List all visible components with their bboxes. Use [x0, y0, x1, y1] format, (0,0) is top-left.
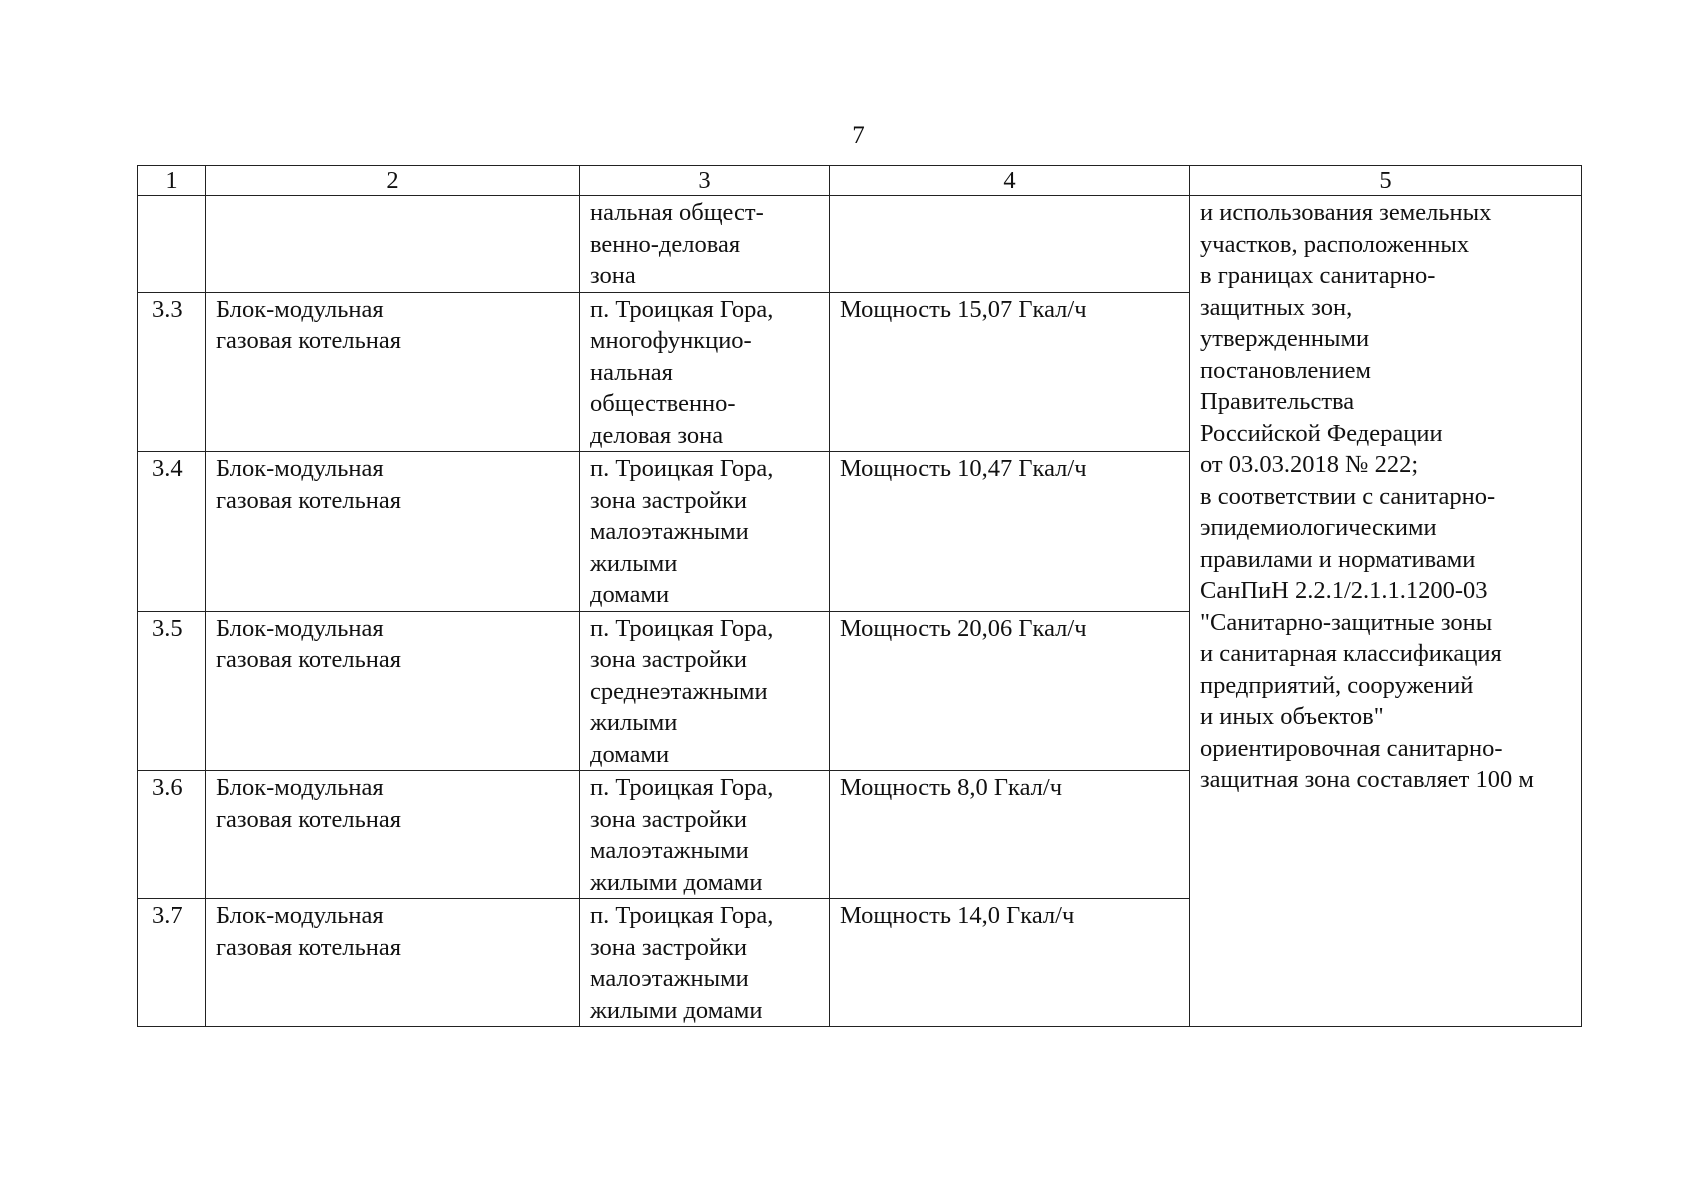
row-number-cell: 3.5	[138, 611, 206, 771]
capacity-cell	[830, 196, 1190, 293]
object-name-cell	[206, 292, 580, 452]
location-cell	[580, 611, 830, 771]
requirements-line: ориентировочная санитарно-	[1200, 734, 1503, 762]
location-line: зона	[590, 262, 636, 289]
requirements-line: "Санитарно-защитные зоны	[1200, 608, 1493, 636]
object-name-line: газовая котельная	[216, 646, 402, 673]
location-line: зона застройки	[590, 933, 747, 961]
object-name-line: газовая котельная	[216, 486, 402, 514]
requirements-line: Российской Федерации	[1200, 419, 1443, 447]
object-name-cell	[206, 771, 580, 899]
location-line: зона застройки	[590, 805, 747, 833]
object-name-line: Блок-модульная	[216, 902, 384, 929]
capacity-cell: Мощность 14,0 Гкал/ч	[830, 899, 1190, 1027]
page-number: 7	[852, 122, 865, 149]
object-name-line: газовая котельная	[216, 327, 402, 354]
object-name-line: газовая котельная	[216, 805, 402, 833]
object-name-line: Блок-модульная	[216, 455, 384, 482]
objects-table	[137, 165, 1582, 1027]
requirements-line: и использования земельных	[1200, 199, 1492, 226]
object-name-line: Блок-модульная	[216, 295, 384, 323]
capacity-cell: Мощность 10,47 Гкал/ч	[830, 452, 1190, 612]
location-line: общественно-	[590, 390, 736, 417]
requirements-line: защитных зон,	[1200, 293, 1353, 321]
requirements-line: и санитарная классификация	[1200, 640, 1502, 667]
requirements-line: и иных объектов"	[1200, 703, 1384, 730]
location-cell	[580, 899, 830, 1027]
header-cell-5: 5	[1190, 166, 1582, 196]
object-name-cell	[206, 196, 580, 293]
header-cell-4: 4	[830, 166, 1190, 196]
location-line: венно-деловая	[590, 230, 741, 258]
row-number-cell	[138, 196, 206, 293]
location-line: зона застройки	[590, 486, 747, 514]
requirements-line: участков, расположенных	[1200, 230, 1470, 258]
object-name-cell	[206, 452, 580, 612]
requirements-line: постановлением	[1200, 356, 1372, 384]
location-line: среднеэтажными	[590, 677, 768, 705]
location-line: жилыми	[590, 549, 678, 577]
location-line: жилыми домами	[590, 996, 763, 1024]
requirements-cell	[1190, 196, 1582, 1027]
requirements-line: предприятий, сооружений	[1200, 671, 1474, 699]
location-line: п. Троицкая Гора,	[590, 455, 774, 482]
location-line: нальная общест-	[590, 199, 764, 226]
table-header-row	[138, 166, 1582, 196]
capacity-cell: Мощность 15,07 Гкал/ч	[830, 292, 1190, 452]
object-name-line: газовая котельная	[216, 933, 402, 961]
location-cell	[580, 452, 830, 612]
table-row-continuation	[138, 196, 1582, 293]
location-cell	[580, 771, 830, 899]
requirements-line: утвержденными	[1200, 325, 1370, 352]
location-line: малоэтажными	[590, 965, 749, 992]
requirements-line: в соответствии с санитарно-	[1200, 482, 1496, 510]
location-cell	[580, 292, 830, 452]
location-line: малоэтажными	[590, 837, 749, 864]
capacity-cell: Мощность 8,0 Гкал/ч	[830, 771, 1190, 899]
requirements-line: эпидемиологическими	[1200, 514, 1437, 541]
requirements-line: в границах санитарно-	[1200, 262, 1436, 289]
location-line: домами	[590, 740, 670, 768]
location-line: п. Троицкая Гора,	[590, 774, 774, 801]
object-name-line: Блок-модульная	[216, 614, 384, 642]
requirements-line: от 03.03.2018 № 222;	[1200, 451, 1419, 478]
location-line: многофункцио-	[590, 327, 752, 354]
location-line: жилыми	[590, 709, 678, 736]
object-name-cell	[206, 611, 580, 771]
header-cell-3: 3	[580, 166, 830, 196]
location-line: нальная	[590, 358, 673, 386]
requirements-line: СанПиН 2.2.1/2.1.1.1200-03	[1200, 577, 1488, 604]
location-line: малоэтажными	[590, 518, 749, 545]
capacity-cell: Мощность 20,06 Гкал/ч	[830, 611, 1190, 771]
requirements-line: Правительства	[1200, 388, 1355, 415]
location-line: деловая зона	[590, 421, 724, 449]
location-cell	[580, 196, 830, 293]
header-cell-2: 2	[206, 166, 580, 196]
location-line: п. Троицкая Гора,	[590, 614, 774, 642]
location-line: домами	[590, 581, 670, 608]
location-line: жилыми домами	[590, 868, 763, 896]
location-line: п. Троицкая Гора,	[590, 295, 774, 323]
object-name-cell	[206, 899, 580, 1027]
object-name-line: Блок-модульная	[216, 774, 384, 801]
location-line: зона застройки	[590, 646, 747, 673]
requirements-line: защитная зона составляет 100 м	[1200, 766, 1534, 793]
row-number-cell: 3.4	[138, 452, 206, 612]
header-cell-1: 1	[138, 166, 206, 196]
row-number-cell: 3.6	[138, 771, 206, 899]
location-line: п. Троицкая Гора,	[590, 902, 774, 929]
requirements-line: правилами и нормативами	[1200, 545, 1476, 573]
row-number-cell: 3.7	[138, 899, 206, 1027]
row-number-cell: 3.3	[138, 292, 206, 452]
